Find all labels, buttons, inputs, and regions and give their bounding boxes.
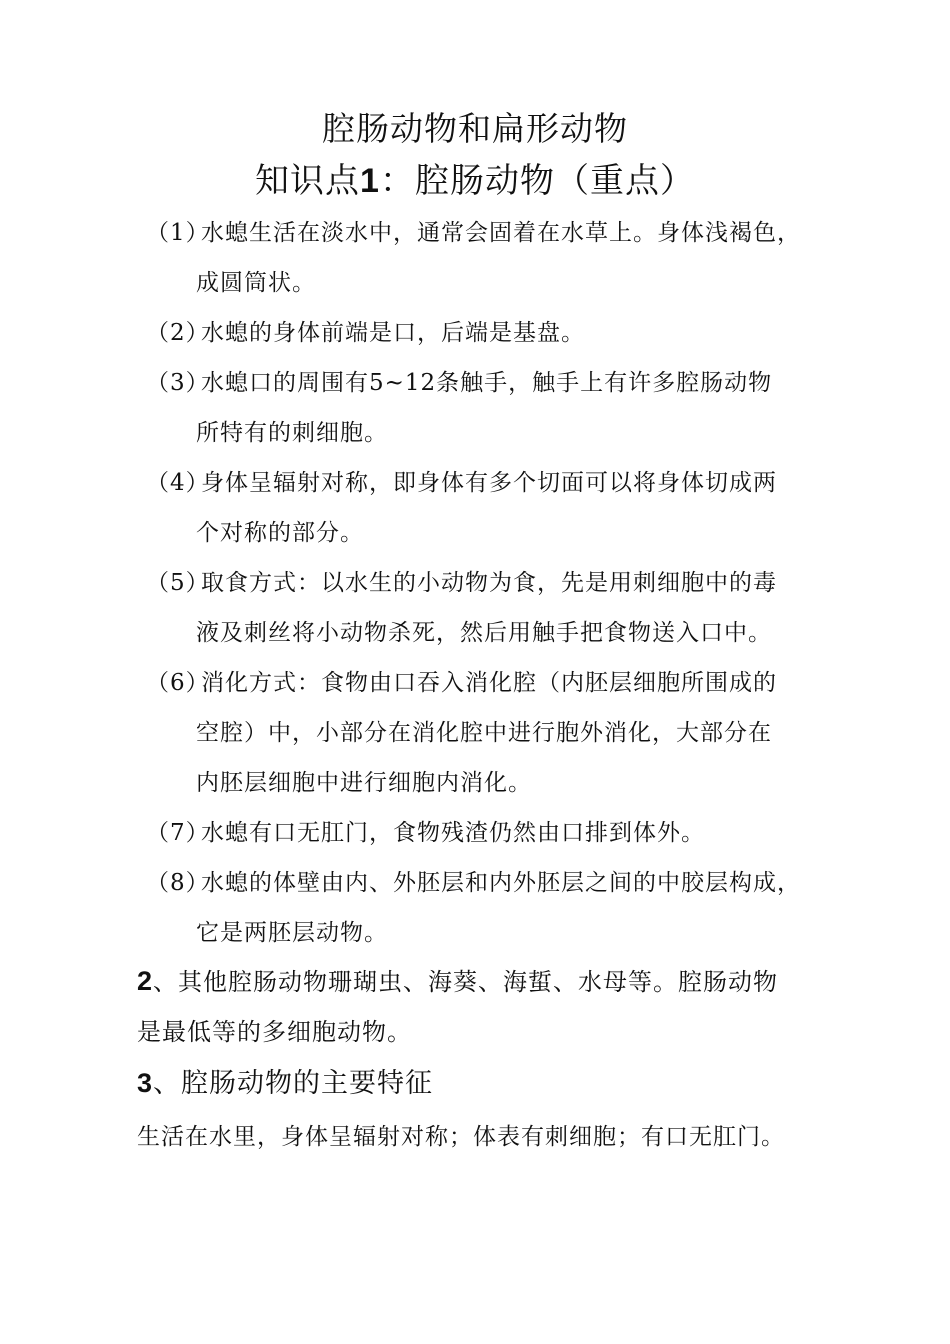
point-text: 水螅的体壁由内、外胚层和内外胚层之间的中胶层构成， — [201, 870, 801, 896]
point-6 — [146, 658, 846, 808]
section-1-number: 1 — [360, 162, 380, 200]
section-1-heading-text: ：腔肠动物（重点） — [379, 161, 695, 201]
point-8 — [146, 858, 846, 958]
document-title: 腔肠动物和扁形动物 — [322, 109, 628, 148]
section-2-text: 、其他腔肠动物珊瑚虫、海葵、海蜇、水母等。腔肠动物 — [153, 968, 779, 996]
point-5 — [146, 558, 846, 658]
point-text-continued: 成圆筒状。 — [196, 270, 316, 296]
point-number: （8） — [146, 870, 210, 896]
point-text: 水螅口的周围有5~12条触手，触手上有许多腔肠动物 — [201, 370, 773, 396]
point-text-continued: 内胚层细胞中进行细胞内消化。 — [196, 770, 532, 796]
section-2-text-continued: 是最低等的多细胞动物。 — [137, 1018, 412, 1046]
point-7 — [146, 808, 846, 858]
section-3-number: 3 — [137, 1068, 154, 1098]
section-3-heading-text: 、腔肠动物的主要特征 — [153, 1068, 434, 1099]
section-3-body: 生活在水里，身体呈辐射对称；体表有刺细胞；有口无肛门。 — [137, 1124, 785, 1150]
point-1 — [146, 208, 846, 308]
point-text-continued: 个对称的部分。 — [196, 520, 364, 546]
point-text: 消化方式：食物由口吞入消化腔（内胚层细胞所围成的 — [201, 670, 777, 696]
section-3-heading — [137, 1058, 847, 1109]
point-text: 水螅有口无肛门，食物残渣仍然由口排到体外。 — [201, 820, 705, 846]
point-number: （7） — [146, 820, 210, 846]
point-text: 水螅生活在淡水中，通常会固着在水草上。身体浅褐色， — [201, 220, 801, 246]
section-1-heading-prefix: 知识点 — [255, 161, 361, 201]
point-2 — [146, 308, 846, 358]
point-text-continued: 液及刺丝将小动物杀死，然后用触手把食物送入口中。 — [196, 620, 772, 646]
point-text-continued: 空腔）中，小部分在消化腔中进行胞外消化，大部分在 — [196, 720, 772, 746]
point-4 — [146, 458, 846, 558]
point-text-continued: 所特有的刺细胞。 — [196, 420, 388, 446]
point-text: 取食方式：以水生的小动物为食，先是用刺细胞中的毒 — [201, 570, 777, 596]
point-number: （4） — [146, 470, 210, 496]
point-text-continued: 它是两胚层动物。 — [196, 920, 388, 946]
point-number: （6） — [146, 670, 210, 696]
section-1-heading — [0, 153, 950, 202]
point-text: 水螅的身体前端是口，后端是基盘。 — [201, 320, 585, 346]
point-number: （3） — [146, 370, 210, 396]
point-number: （2） — [146, 320, 210, 346]
point-number: （5） — [146, 570, 210, 596]
point-number: （1） — [146, 220, 210, 246]
point-3 — [146, 358, 846, 458]
section-2 — [137, 956, 847, 1057]
section-2-number: 2 — [137, 966, 154, 996]
point-text: 身体呈辐射对称，即身体有多个切面可以将身体切成两 — [201, 470, 777, 496]
